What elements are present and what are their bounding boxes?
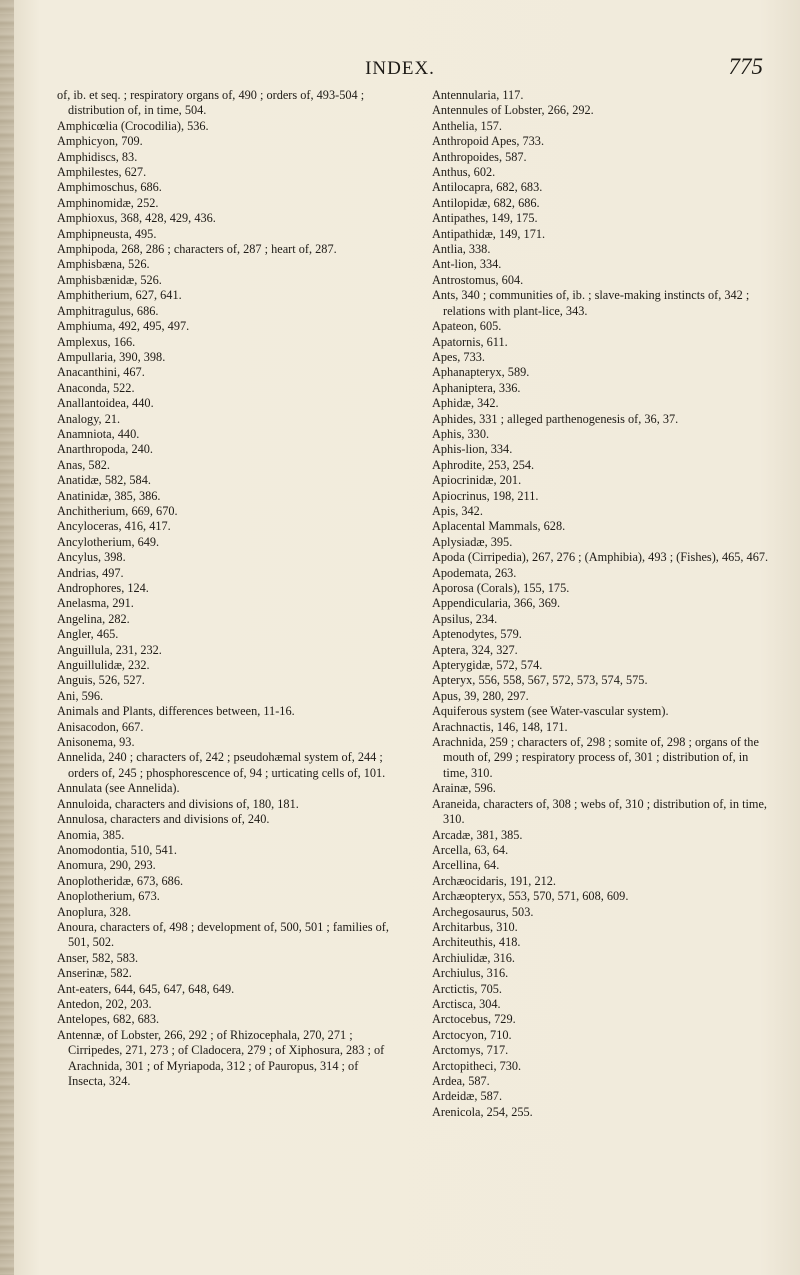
index-entry: Arachnida, 259 ; characters of, 298 ; somite of, 298 ; organs of the mouth of, 299 ; respiratory process of, 301 ; distribution of, in time, 310. bbox=[432, 735, 759, 780]
index-column-left bbox=[57, 88, 397, 1089]
index-entry: Ani, 596. bbox=[57, 688, 104, 703]
index-entry: Arctisca, 304. bbox=[432, 996, 501, 1011]
index-entry: Araneida, characters of, 308 ; webs of, 310 ; distribution of, in time, 310. bbox=[432, 796, 768, 827]
index-entry: Arcellina, 64. bbox=[432, 858, 500, 873]
index-entry: Aphis, 330. bbox=[432, 426, 490, 441]
index-entry: Amphitherium, 627, 641. bbox=[57, 288, 182, 303]
index-entry: Antilocapra, 682, 683. bbox=[432, 180, 543, 195]
index-entry: Aplacental Mammals, 628. bbox=[432, 519, 566, 534]
index-entry: Anoura, characters of, 498 ; development of, 500, 501 ; families of, 501, 502. bbox=[57, 919, 389, 950]
index-entry: Amphioxus, 368, 428, 429, 436. bbox=[57, 211, 216, 226]
index-entry: Annulata (see Annelida). bbox=[57, 781, 180, 796]
index-entry: Ant-lion, 334. bbox=[432, 257, 502, 272]
index-entry: Anomodontia, 510, 541. bbox=[57, 842, 177, 857]
index-entry: Appendicularia, 366, 369. bbox=[432, 596, 561, 611]
index-entry: Amphicyon, 709. bbox=[57, 134, 143, 149]
index-entry: Andrias, 497. bbox=[57, 565, 124, 580]
index-entry: Archiulus, 316. bbox=[432, 966, 509, 981]
index-entry: Anser, 582, 583. bbox=[57, 950, 139, 965]
index-entry: Ancylotherium, 649. bbox=[57, 534, 160, 549]
index-entry: Anthus, 602. bbox=[432, 165, 496, 180]
index-entry: Arcadæ, 381, 385. bbox=[432, 827, 523, 842]
index-entry: Arctictis, 705. bbox=[432, 981, 503, 996]
index-entry: Amplexus, 166. bbox=[57, 334, 136, 349]
index-entry: Aphides, 331 ; alleged parthenogenesis of, 36, 37. bbox=[432, 411, 679, 426]
index-entry: Ancylus, 398. bbox=[57, 550, 126, 565]
index-entry: Aphidæ, 342. bbox=[432, 396, 499, 411]
index-entry: Amphitragulus, 686. bbox=[57, 303, 159, 318]
index-entry: Anacanthini, 467. bbox=[57, 365, 145, 380]
index-entry: Apteryx, 556, 558, 567, 572, 573, 574, 575. bbox=[432, 673, 648, 688]
index-entry: Arctocyon, 710. bbox=[432, 1027, 512, 1042]
index-entry: Aphis-lion, 334. bbox=[432, 442, 513, 457]
page-number: 775 bbox=[728, 54, 763, 79]
index-entry: Amphimoschus, 686. bbox=[57, 180, 162, 195]
header-title: INDEX. bbox=[365, 58, 435, 79]
index-entry: Archiulidæ, 316. bbox=[432, 950, 515, 965]
index-entry: Architeuthis, 418. bbox=[432, 935, 521, 950]
index-entry: Amphisbænidæ, 526. bbox=[57, 272, 162, 287]
index-entry: Animals and Plants, differences between, 11-16. bbox=[57, 704, 295, 719]
index-entry: Anatinidæ, 385, 386. bbox=[57, 488, 161, 503]
index-entry: Antennæ, of Lobster, 266, 292 ; of Rhizocephala, 270, 271 ; Cirripedes, 271, 273 ; of Cladocera, 279 ; of Xiphosura, 283 ; of Arachnida, 301 ; of Myriapoda, 312 ; of Pauropus, 314 ; of Insecta, 324. bbox=[57, 1027, 385, 1088]
index-entry: Anallantoidea, 440. bbox=[57, 396, 154, 411]
index-entry: Aphrodite, 253, 254. bbox=[432, 457, 535, 472]
index-entry: Annulosa, characters and divisions of, 240. bbox=[57, 812, 270, 827]
index-entry: Annelida, 240 ; characters of, 242 ; pseudohæmal system of, 244 ; orders of, 245 ; phosphorescence of, 94 ; urticating cells of, 101. bbox=[57, 750, 386, 780]
index-entry: Apis, 342. bbox=[432, 503, 483, 518]
index-entry: Anisonema, 93. bbox=[57, 735, 135, 750]
index-entry: Anarthropoda, 240. bbox=[57, 442, 153, 457]
index-entry: Antennularia, 117. bbox=[432, 88, 524, 102]
index-entry: Antedon, 202, 203. bbox=[57, 996, 152, 1011]
index-entry: Antrostomus, 604. bbox=[432, 272, 524, 287]
index-entry: Apoda (Cirripedia), 267, 276 ; (Amphibia), 493 ; (Fishes), 465, 467. bbox=[432, 550, 769, 565]
index-entry: Arcella, 63, 64. bbox=[432, 842, 509, 857]
index-entry: Arctomys, 717. bbox=[432, 1043, 509, 1058]
index-entry: Androphores, 124. bbox=[57, 581, 149, 595]
index-entry: Anguillulidæ, 232. bbox=[57, 658, 150, 673]
index-entry: Anisacodon, 667. bbox=[57, 719, 144, 734]
index-entry: Anthropoides, 587. bbox=[432, 149, 527, 164]
index-entry: Anatidæ, 582, 584. bbox=[57, 473, 151, 488]
index-entry: Amphicœlia (Crocodilia), 536. bbox=[57, 118, 209, 133]
index-entry: Architarbus, 310. bbox=[432, 919, 518, 934]
index-entry: Amphidiscs, 83. bbox=[57, 149, 138, 164]
index-entry: Antennules of Lobster, 266, 292. bbox=[432, 103, 594, 118]
index-entry: Anguillula, 231, 232. bbox=[57, 642, 162, 657]
index-entry: Amphiuma, 492, 495, 497. bbox=[57, 319, 190, 334]
index-entry: Arctocebus, 729. bbox=[432, 1012, 516, 1027]
index-entry: Apodemata, 263. bbox=[432, 565, 517, 580]
index-entry: Apatornis, 611. bbox=[432, 334, 508, 349]
index-entry: Apes, 733. bbox=[432, 349, 485, 364]
index-entry: Archæocidaris, 191, 212. bbox=[432, 873, 556, 888]
index-entry: Amphinomidæ, 252. bbox=[57, 195, 159, 210]
index-entry: Antipathes, 149, 175. bbox=[432, 211, 538, 226]
index-entry: Ardea, 587. bbox=[432, 1074, 490, 1088]
index-entry: Anoplura, 328. bbox=[57, 904, 132, 919]
index-entry: Apus, 39, 280, 297. bbox=[432, 688, 529, 703]
index-column-right bbox=[432, 88, 772, 1120]
index-entry: Antlia, 338. bbox=[432, 242, 491, 257]
index-entry: Anoplotherium, 673. bbox=[57, 889, 160, 904]
index-entry: Ant-eaters, 644, 645, 647, 648, 649. bbox=[57, 981, 235, 996]
book-spine-edge bbox=[0, 0, 14, 1275]
index-entry: Aphanapteryx, 589. bbox=[432, 365, 530, 380]
index-entry: of, ib. et seq. ; respiratory organs of, 490 ; orders of, 493-504 ; distribution of, in time, 504. bbox=[57, 88, 365, 118]
index-entry: Arachnactis, 146, 148, 171. bbox=[432, 719, 568, 734]
index-entry: Ampullaria, 390, 398. bbox=[57, 349, 166, 364]
index-entry: Aquiferous system (see Water-vascular system). bbox=[432, 704, 669, 719]
index-entry: Anelasma, 291. bbox=[57, 596, 134, 611]
index-entry: Apiocrinus, 198, 211. bbox=[432, 488, 539, 503]
index-entry: Archæopteryx, 553, 570, 571, 608, 609. bbox=[432, 889, 629, 904]
index-entry: Amphipoda, 268, 286 ; characters of, 287 ; heart of, 287. bbox=[57, 242, 337, 257]
index-entry: Anchitherium, 669, 670. bbox=[57, 503, 178, 518]
index-entry: Apsilus, 234. bbox=[432, 611, 498, 626]
index-entry: Aptera, 324, 327. bbox=[432, 642, 518, 657]
index-entry: Anoplotheridæ, 673, 686. bbox=[57, 873, 184, 888]
index-entry: Antelopes, 682, 683. bbox=[57, 1012, 160, 1027]
index-entry: Aporosa (Corals), 155, 175. bbox=[432, 581, 570, 595]
index-entry: Amphilestes, 627. bbox=[57, 165, 147, 180]
index-entry: Apterygidæ, 572, 574. bbox=[432, 658, 543, 673]
index-entry: Apateon, 605. bbox=[432, 319, 502, 334]
index-entry: Amphisbæna, 526. bbox=[57, 257, 150, 272]
index-entry: Apiocrinidæ, 201. bbox=[432, 473, 522, 488]
index-entry: Ancyloceras, 416, 417. bbox=[57, 519, 171, 534]
index-entry: Anguis, 526, 527. bbox=[57, 673, 145, 688]
index-entry: Arctopitheci, 730. bbox=[432, 1058, 522, 1073]
index-entry: Antipathidæ, 149, 171. bbox=[432, 226, 546, 241]
index-entry: Amphipneusta, 495. bbox=[57, 226, 157, 241]
index-entry: Anaconda, 522. bbox=[57, 380, 135, 395]
index-entry: Arenicola, 254, 255. bbox=[432, 1104, 533, 1119]
index-entry: Analogy, 21. bbox=[57, 411, 121, 426]
index-entry: Anthropoid Apes, 733. bbox=[432, 134, 545, 149]
index-entry: Aplysiadæ, 395. bbox=[432, 534, 513, 549]
page-header bbox=[0, 40, 800, 80]
index-entry: Anomura, 290, 293. bbox=[57, 858, 156, 873]
index-entry: Anomia, 385. bbox=[57, 827, 125, 842]
index-entry: Angler, 465. bbox=[57, 627, 119, 642]
index-entry: Antilopidæ, 682, 686. bbox=[432, 195, 540, 210]
index-entry: Ants, 340 ; communities of, ib. ; slave-making instincts of, 342 ; relations with plant-lice, 343. bbox=[432, 288, 750, 318]
index-entry: Anas, 582. bbox=[57, 457, 110, 472]
index-entry: Aphaniptera, 336. bbox=[432, 380, 521, 395]
index-entry: Anserinæ, 582. bbox=[57, 966, 132, 981]
index-entry: Ardeidæ, 587. bbox=[432, 1089, 503, 1104]
index-entry: Arainæ, 596. bbox=[432, 781, 496, 796]
index-entry: Anthelia, 157. bbox=[432, 118, 503, 133]
index-entry: Anamniota, 440. bbox=[57, 426, 140, 441]
index-entry: Angelina, 282. bbox=[57, 611, 130, 626]
index-entry: Aptenodytes, 579. bbox=[432, 627, 522, 642]
index-entry: Archegosaurus, 503. bbox=[432, 904, 534, 919]
index-entry: Annuloida, characters and divisions of, 180, 181. bbox=[57, 796, 299, 811]
